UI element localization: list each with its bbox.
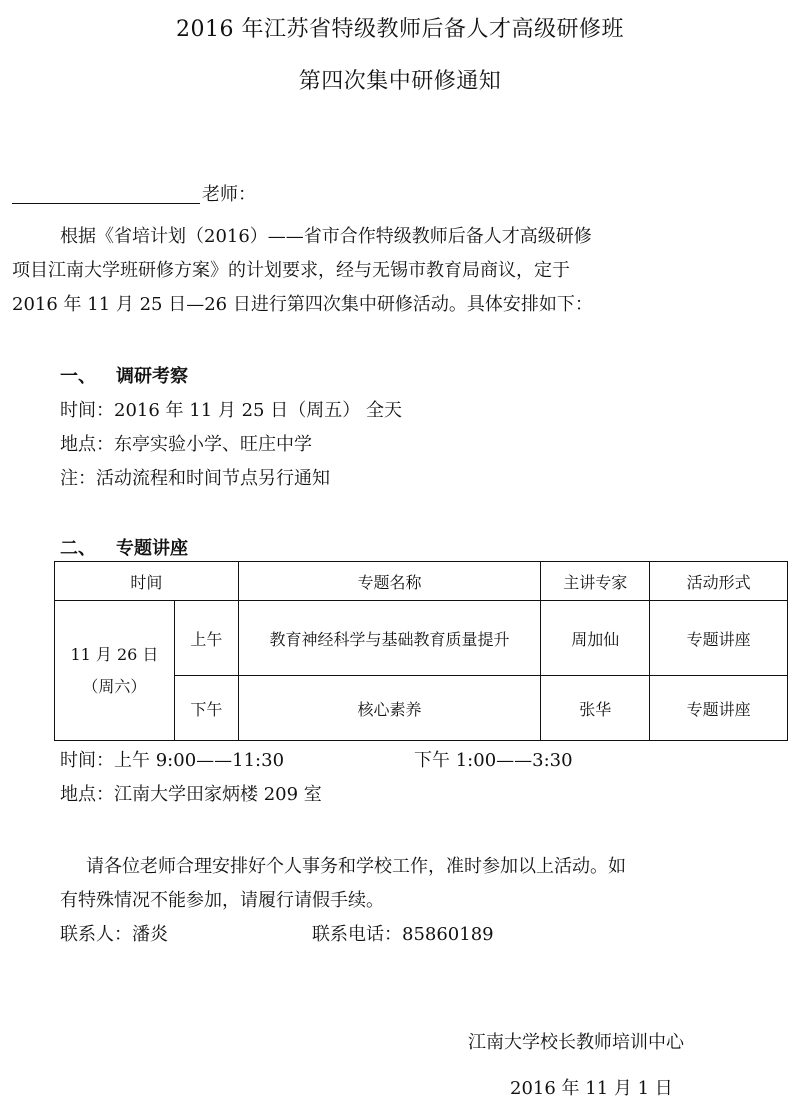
form-cell: 专题讲座 xyxy=(650,676,788,741)
closing-line-2: 有特殊情况不能参加，请履行请假手续。 xyxy=(60,890,384,911)
speaker-cell: 张华 xyxy=(541,676,650,741)
date-cell xyxy=(55,601,175,741)
closing-line-1: 请各位老师合理安排好个人事务和学校工作，准时参加以上活动。如 xyxy=(86,856,626,877)
section1-time: 时间：2016 年 11 月 25 日（周五） 全天 xyxy=(60,400,402,421)
section2-number: 二、 xyxy=(60,538,96,559)
lecture-schedule-table xyxy=(54,561,788,741)
topic-cell: 核心素养 xyxy=(238,676,541,741)
section1-heading: 调研考察 xyxy=(116,366,188,387)
intro-line-1: 根据《省培计划（2016）——省市合作特级教师后备人才高级研修 xyxy=(60,226,592,247)
section1-note: 注：活动流程和时间节点另行通知 xyxy=(60,468,330,489)
section1-place: 地点：东亭实验小学、旺庄中学 xyxy=(60,434,312,455)
date-line-2: （周六） xyxy=(82,676,147,696)
contact-person: 联系人：潘炎 xyxy=(60,924,168,945)
contact-phone: 联系电话：85860189 xyxy=(312,924,494,945)
section1-number: 一、 xyxy=(60,366,96,387)
header-time: 时间 xyxy=(55,562,239,601)
section2-place: 地点：江南大学田家炳楼 209 室 xyxy=(60,784,322,805)
section2-time-pm: 下午 1:00——3:30 xyxy=(414,750,573,771)
speaker-cell: 周加仙 xyxy=(541,601,650,676)
header-speaker: 主讲专家 xyxy=(541,562,650,601)
title-line-1: 2016 年江苏省特级教师后备人才高级研修班 xyxy=(176,17,624,42)
section2-heading: 专题讲座 xyxy=(116,538,188,559)
title-line-2: 第四次集中研修通知 xyxy=(298,69,502,94)
topic-cell: 教育神经科学与基础教育质量提升 xyxy=(238,601,541,676)
period-cell: 上午 xyxy=(174,601,238,676)
header-form: 活动形式 xyxy=(650,562,788,601)
footer-organization: 江南大学校长教师培训中心 xyxy=(468,1032,684,1053)
header-topic: 专题名称 xyxy=(238,562,541,601)
name-blank-line xyxy=(12,203,200,204)
table-row xyxy=(55,601,788,676)
section2-time-am: 时间：上午 9:00——11:30 xyxy=(60,750,285,771)
intro-line-2: 项目江南大学班研修方案》的计划要求，经与无锡市教育局商议，定于 xyxy=(12,260,570,281)
intro-line-3: 2016 年 11 月 25 日—26 日进行第四次集中研修活动。具体安排如下： xyxy=(12,294,593,315)
salutation: 老师： xyxy=(202,184,256,205)
period-cell: 下午 xyxy=(174,676,238,741)
form-cell: 专题讲座 xyxy=(650,601,788,676)
footer-date: 2016 年 11 月 1 日 xyxy=(510,1078,673,1099)
table-header-row xyxy=(55,562,788,601)
date-line-1: 11 月 26 日 xyxy=(70,644,159,664)
